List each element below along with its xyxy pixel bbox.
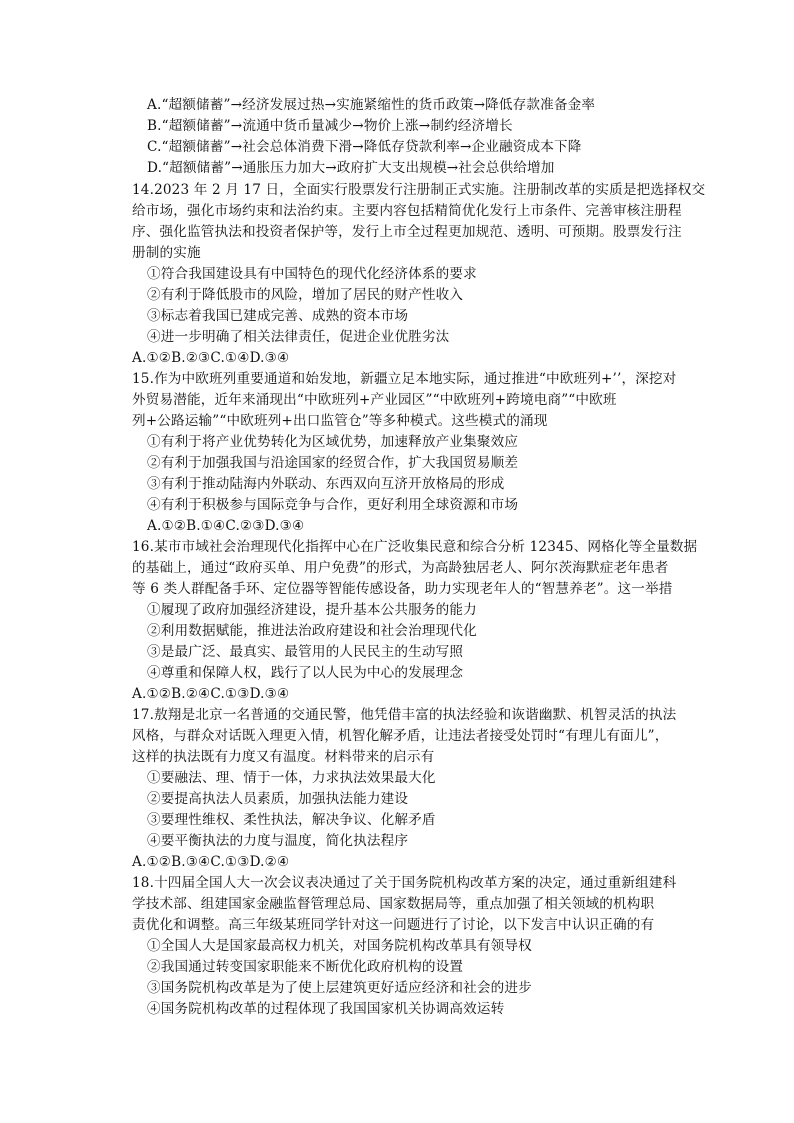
- q14-answer-choices: A.①②B.②③C.①④D.③④: [132, 350, 290, 366]
- q14-stem-line: 序、强化监管执法和投资者保护等，发行上市全过程更加规范、透明、可预期。股票发行注: [132, 224, 682, 240]
- q16-item-4: ④尊重和保障人权，践行了以人民为中心的发展理念: [147, 665, 464, 681]
- q14-item-2: ②有利于降低股市的风险，增加了居民的财产性收入: [147, 287, 464, 303]
- q15-item-2: ②有利于加强我国与沿途国家的经贸合作，扩大我国贸易顺差: [147, 455, 519, 471]
- q17-item-2: ②要提高执法人员素质，加强执法能力建设: [147, 791, 409, 807]
- q16-stem-line: 的基础上，通过“政府买单、用户免费”的形式，为高龄独居老人、阿尔茨海默症老年患者: [132, 560, 669, 576]
- q17-stem-line: 这样的执法既有力度又有温度。材料带来的启示有: [132, 749, 435, 765]
- q13-option-c: C.“超额储蓄”→社会总体消费下滑→降低存贷款利率→企业融资成本下降: [147, 139, 582, 155]
- q16-stem-line: 等 6 类人群配备手环、定位器等智能传感设备，助力实现老年人的“智慧养老”。这一举措: [132, 581, 673, 597]
- q16-item-1: ①履现了政府加强经济建设，提升基本公共服务的能力: [147, 602, 477, 618]
- q14-stem-line: 给市场，强化市场约束和法治约束。主要内容包括精简优化发行上市条件、完善审核注册程: [132, 203, 682, 219]
- q16-stem-line: 16.某市市域社会治理现代化指挥中心在广泛收集民意和综合分析 12345、网格化等全量数据: [132, 539, 698, 555]
- q13-option-a: A.“超额储蓄”→经济发展过热→实施紧缩性的货币政策→降低存款准备金率: [147, 97, 596, 113]
- q14-stem-line: 册制的实施: [132, 245, 201, 261]
- q13-option-b: B.“超额储蓄”→流通中货币量减少→物价上涨→制约经济增长: [147, 118, 513, 134]
- q17-item-1: ①要融法、理、情于一体，力求执法效果最大化: [147, 770, 436, 786]
- q16-answer-choices: A.①②B.②④C.①③D.③④: [132, 686, 290, 702]
- q14-item-3: ③标志着我国已建成完善、成熟的资本市场: [147, 308, 409, 324]
- q16-item-3: ③是最广泛、最真实、最管用的人民民主的生动写照: [147, 644, 464, 660]
- q17-item-4: ④要平衡执法的力度与温度，简化执法程序: [147, 833, 409, 849]
- q15-item-4: ④有利于积极参与国际竞争与合作，更好利用全球资源和市场: [147, 497, 519, 513]
- q18-item-3: ③国务院机构改革是为了使上层建筑更好适应经济和社会的进步: [147, 980, 532, 996]
- q18-item-4: ④国务院机构改革的过程体现了我国国家机关协调高效运转: [147, 1001, 505, 1017]
- q18-item-1: ①全国人大是国家最高权力机关，对国务院机构改革具有领导权: [147, 938, 532, 954]
- q14-item-1: ①符合我国建设具有中国特色的现代化经济体系的要求: [147, 266, 477, 282]
- q15-stem-line: 15.作为中欧班列重要通道和始发地，新疆立足本地实际，通过推进“中欧班列+’’，深挖对: [132, 371, 677, 387]
- q13-option-d: D.“超额储蓄”→通胀压力加大→政府扩大支出规模→社会总供给增加: [147, 160, 555, 176]
- q16-item-2: ②利用数据赋能，推进法治政府建设和社会治理现代化: [147, 623, 477, 639]
- q17-stem-line: 17.敖翔是北京一名普通的交通民警，他凭借丰富的执法经验和诙谐幽默、机智灵活的执法: [132, 707, 677, 723]
- q15-stem-line: 外贸易潜能，近年来涌现出“中欧班列+产业园区”“中欧班列+跨境电商”“中欧班: [132, 392, 617, 408]
- q17-item-3: ③要理性维权、柔性执法，解决争议、化解矛盾: [147, 812, 436, 828]
- q15-item-3: ③有利于推动陆海内外联动、东西双向互济开放格局的形成: [147, 476, 505, 492]
- q18-stem-line: 学技术部、组建国家金融监督管理总局、国家数据局等，重点加强了相关领域的机构职: [132, 896, 655, 912]
- q17-answer-choices: A.①②B.③④C.①③D.②④: [132, 854, 290, 870]
- q18-stem-line: 责优化和调整。高三年级某班同学针对这一问题进行了讨论，以下发言中认识正确的有: [132, 917, 655, 933]
- q14-item-4: ④进一步明确了相关法律责任，促进企业优胜劣汰: [147, 329, 450, 345]
- q15-item-1: ①有利于将产业优势转化为区域优势，加速释放产业集聚效应: [147, 434, 519, 450]
- q17-stem-line: 风格，与群众对话既入理更入情，机智化解矛盾，让违法者接受处罚时“有理儿有面儿”，: [132, 728, 669, 744]
- q18-stem-line: 18.十四届全国人大一次会议表决通过了关于国务院机构改革方案的决定，通过重新组建科: [132, 875, 677, 891]
- q15-answer-choices: A.①②B.①④C.②③D.③④: [147, 518, 305, 534]
- q18-item-2: ②我国通过转变国家职能来不断优化政府机构的设置: [147, 959, 464, 975]
- q14-stem-line: 14.2023 年 2 月 17 日，全面实行股票发行注册制正式实施。注册制改革的实质是把选择权交: [132, 182, 706, 198]
- q15-stem-line: 列+公路运输”“中欧班列+出口监管仓”等多种模式。这些模式的涌现: [132, 413, 548, 429]
